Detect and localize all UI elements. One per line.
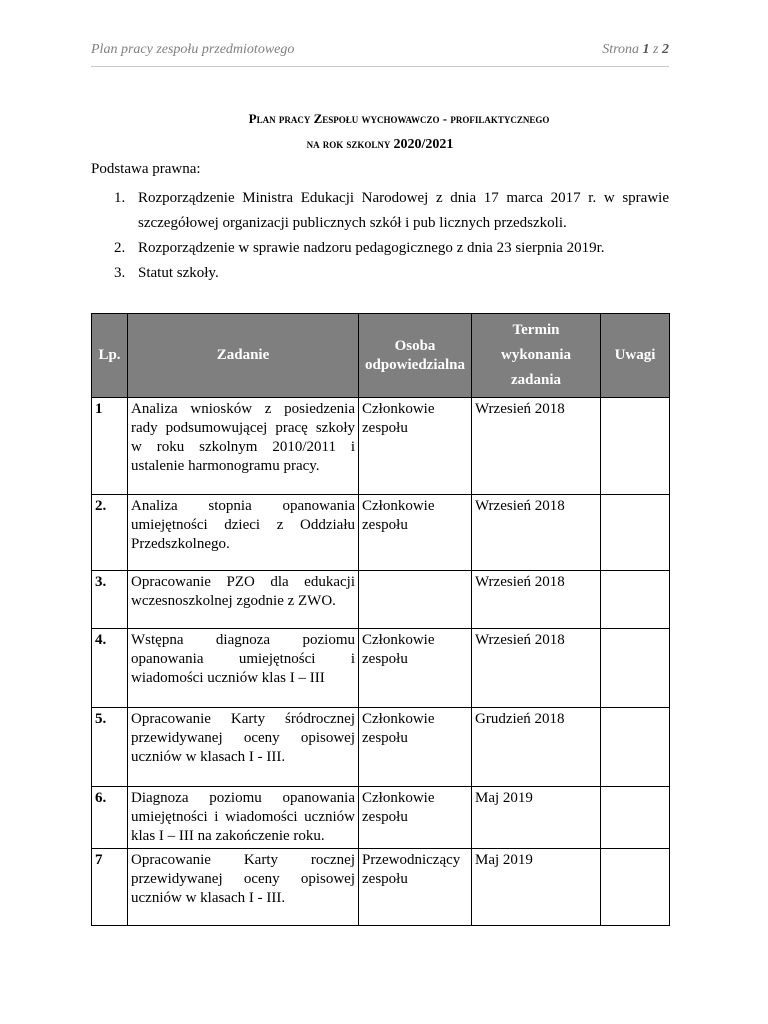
legal-basis-text: Rozporządzenie w sprawie nadzoru pedagogicznego z dnia 23 sierpnia 2019r. (138, 240, 605, 256)
cell-lp: 3. (92, 571, 128, 629)
legal-basis-text: Rozporządzenie Ministra Edukacji Narodowej z dnia 17 marca 2017 r. w sprawie szczegółowej organizacji publicznych szkół i pub licznych przedszkoli. (138, 190, 669, 231)
cell-task: Analiza stopnia opanowania umiejętności dzieci z Oddziału Przedszkolnego. (128, 495, 359, 571)
table-row (92, 787, 670, 849)
legal-basis-number: 1. (114, 190, 126, 206)
cell-task: Opracowanie Karty rocznej przewidywanej oceny opisowej uczniów w klasach I - III. (128, 849, 359, 926)
cell-term: Grudzień 2018 (472, 708, 601, 787)
cell-lp: 1 (92, 398, 128, 495)
table-row (92, 495, 670, 571)
page-prefix: Strona (602, 42, 640, 57)
table-row (92, 708, 670, 787)
term-header-line-2: wykonania (500, 347, 572, 363)
page-separator: z (653, 42, 659, 57)
cell-task: Analiza wniosków z posiedzenia rady podsumowującej pracę szkoły w roku szkolnym 2010/2011 i ustalenie harmonogramu pracy. (128, 398, 359, 495)
table-row (92, 398, 670, 495)
cell-term: Maj 2019 (472, 787, 601, 849)
work-plan-table (91, 313, 670, 926)
page-current: 1 (642, 42, 650, 57)
legal-basis-number: 2. (114, 240, 126, 256)
cell-notes (601, 849, 670, 926)
term-header-line-3: zadania (510, 372, 561, 388)
cell-lp: 4. (92, 629, 128, 708)
column-header-term (472, 314, 601, 398)
cell-person (359, 571, 472, 629)
cell-task: Diagnoza poziomu opanowania umiejętności i wiadomości uczniów klas I – III na zakończenie roku. (128, 787, 359, 849)
cell-term: Maj 2019 (472, 849, 601, 926)
cell-person: Przewodniczący zespołu (359, 849, 472, 926)
table-header-row (92, 314, 670, 398)
cell-lp: 5. (92, 708, 128, 787)
column-header-task: Zadanie (128, 314, 359, 398)
cell-task: Opracowanie PZO dla edukacji wczesnoszkolnej zgodnie z ZWO. (128, 571, 359, 629)
column-header-notes: Uwagi (601, 314, 670, 398)
cell-lp: 7 (92, 849, 128, 926)
cell-person: Członkowie zespołu (359, 398, 472, 495)
cell-term: Wrzesień 2018 (472, 398, 601, 495)
person-header-line-2: odpowiedzialna (364, 356, 466, 373)
legal-basis-number: 3. (114, 265, 126, 281)
document-title-line-2 (91, 137, 669, 153)
cell-notes (601, 708, 670, 787)
table-row (92, 629, 670, 708)
table-row (92, 571, 670, 629)
cell-notes (601, 398, 670, 495)
header-page-number (602, 42, 669, 58)
term-header-line-1: Termin (512, 322, 560, 338)
title-school-year-label: na rok szkolny (306, 137, 391, 151)
table-row (92, 849, 670, 926)
legal-basis-list (91, 186, 669, 286)
cell-notes (601, 495, 670, 571)
legal-basis-text: Statut szkoły. (138, 265, 219, 281)
cell-notes (601, 571, 670, 629)
cell-person: Członkowie zespołu (359, 495, 472, 571)
cell-task: Opracowanie Karty śródrocznej przewidywanej oceny opisowej uczniów w klasach I - III. (128, 708, 359, 787)
cell-person: Członkowie zespołu (359, 629, 472, 708)
cell-notes (601, 787, 670, 849)
title-school-year: 2020/2021 (393, 137, 454, 152)
legal-basis-label: Podstawa prawna: (91, 161, 201, 177)
cell-lp: 2. (92, 495, 128, 571)
person-header-line-1: Osoba (394, 337, 436, 354)
cell-person: Członkowie zespołu (359, 787, 472, 849)
cell-term: Wrzesień 2018 (472, 495, 601, 571)
document-title-line-1: Plan pracy Zespołu wychowawczo - profilaktycznego (248, 111, 550, 126)
page-header (91, 42, 669, 67)
legal-basis-item (91, 236, 669, 261)
cell-lp: 6. (92, 787, 128, 849)
column-header-person (359, 314, 472, 398)
cell-term: Wrzesień 2018 (472, 571, 601, 629)
cell-task: Wstępna diagnoza poziomu opanowania umiejętności i wiadomości uczniów klas I – III (128, 629, 359, 708)
page-total: 2 (662, 42, 669, 57)
cell-term: Wrzesień 2018 (472, 629, 601, 708)
header-document-title: Plan pracy zespołu przedmiotowego (91, 42, 295, 57)
legal-basis-item (91, 261, 669, 286)
cell-notes (601, 629, 670, 708)
legal-basis-item (91, 186, 669, 236)
column-header-lp: Lp. (92, 314, 128, 398)
cell-person: Członkowie zespołu (359, 708, 472, 787)
